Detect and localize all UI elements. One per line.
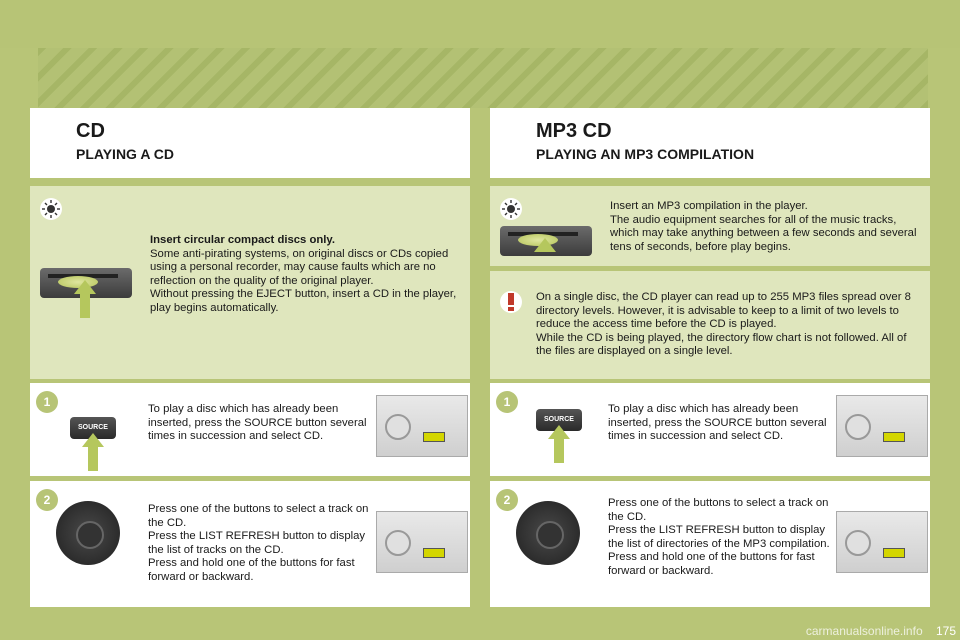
source-button-illustration: SOURCE: [70, 417, 116, 439]
direction-pad-illustration: [56, 501, 120, 565]
mp3-warning-line1: On a single disc, the CD player can read up to 255 MP3 files spread over 8 directory levels. However, it is advisable to keep to a limit of two levels to reduce the access time before the CD is played.: [536, 291, 911, 331]
mp3-tip-line1: Insert an MP3 compilation in the player.: [610, 200, 808, 212]
cd-step2-line2: Press the LIST REFRESH button to display the list of tracks on the CD.: [148, 530, 366, 556]
mp3-step2-line1: Press one of the buttons to select a track on the CD.: [608, 497, 829, 523]
mp3-header: [490, 108, 930, 178]
decorative-stripes: [38, 48, 928, 108]
mp3-step1-panel: [490, 383, 930, 476]
step-2-badge: 2: [36, 489, 58, 511]
cd-tip-heading: Insert circular compact discs only.: [150, 234, 336, 246]
cd-tip-body2: Without pressing the EJECT button, insert a CD in the player, play begins automatically.: [150, 288, 457, 314]
mp3-tip-line2: The audio equipment searches for all of the music tracks, which may take anything between a few seconds and several tens of seconds, before play begins.: [610, 213, 917, 253]
watermark: carmanualsonline.info: [805, 624, 923, 638]
page-number: 175: [935, 624, 956, 638]
radio-illustration-2: [836, 511, 928, 573]
mp3-step2-panel: [490, 481, 930, 607]
direction-pad-illustration: [516, 501, 580, 565]
mp3-step2-text: [608, 497, 834, 579]
cd-header: [30, 108, 470, 178]
step-1-badge: 1: [496, 391, 518, 413]
cd-step2-text: [148, 503, 374, 585]
page-footer: [806, 624, 956, 638]
insert-arrow-icon: [534, 238, 556, 252]
radio-illustration: [836, 395, 928, 457]
step-2-badge: 2: [496, 489, 518, 511]
top-band: [0, 0, 960, 48]
cd-step1-text: To play a disc which has already been inserted, press the SOURCE button several times in succession and select CD.: [148, 403, 367, 443]
mp3-step1-text: To play a disc which has already been inserted, press the SOURCE button several times in succession and select CD.: [608, 403, 827, 443]
mp3-warning-text: [536, 291, 922, 359]
mp3-title: MP3 CD: [536, 120, 612, 142]
step-1-badge: 1: [36, 391, 58, 413]
cd-step2-panel: [30, 481, 470, 607]
radio-illustration: [376, 395, 468, 457]
cd-step2-line3: Press and hold one of the buttons for fast forward or backward.: [148, 557, 355, 583]
lightbulb-icon: [500, 198, 522, 220]
cd-tip-text: [150, 234, 460, 316]
cd-step2-line1: Press one of the buttons to select a track on the CD.: [148, 503, 369, 529]
mp3-warning-line2: While the CD is being played, the directory flow chart is not followed. All of the files are displayed on a single level.: [536, 331, 907, 358]
cd-tip-panel: [30, 186, 470, 379]
mp3-step2-line2: Press the LIST REFRESH button to display the list of directories of the MP3 compilation.: [608, 524, 830, 550]
cd-subtitle: PLAYING A CD: [76, 146, 175, 162]
cd-title: CD: [76, 120, 105, 142]
mp3-warning-panel: [490, 271, 930, 379]
cd-step1-panel: [30, 383, 470, 476]
radio-illustration-2: [376, 511, 468, 573]
mp3-subtitle: PLAYING AN MP3 COMPILATION: [536, 146, 755, 162]
warning-icon: [500, 291, 522, 313]
source-button-illustration: SOURCE: [536, 409, 582, 431]
mp3-tip-text: [610, 200, 920, 254]
mp3-step2-line3: Press and hold one of the buttons for fast forward or backward.: [608, 551, 815, 577]
lightbulb-icon: [40, 198, 62, 220]
cd-tip-body: Some anti-pirating systems, on original discs or CDs copied using a personal recorder, may cause faults which are no reflection on the quality of the original player.: [150, 247, 449, 287]
mp3-tip-panel: [490, 186, 930, 266]
